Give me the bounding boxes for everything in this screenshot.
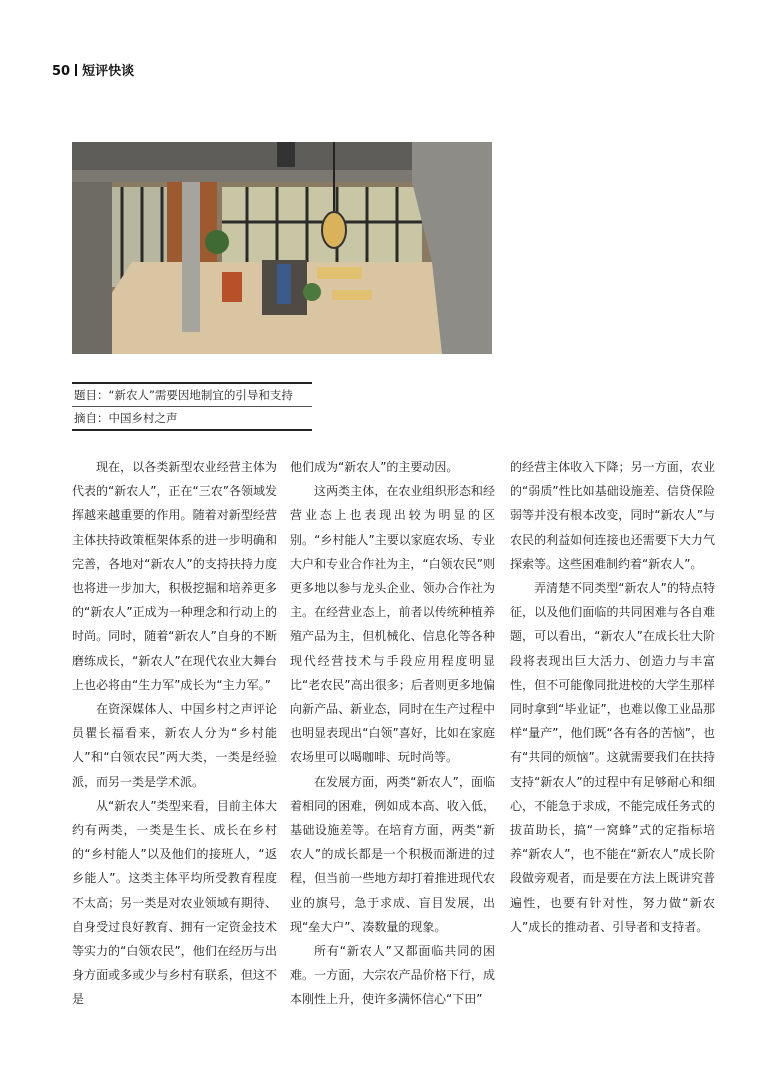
paragraph: 弄清楚不同类型“新农人”的特点特征，以及他们面临的共同困难与各自难题，可以看出，“新农人”在成长壮大阶段将表现出巨大活力、创造力与丰富性，但不可能像同批进校的大学生那样同时拿到“毕业证”，也难以像工业品那样“量产”，他们既“各有各的苦恼”，也有“共同的烦恼”。这就需要我们在扶持支持“新农人”的过程中有足够耐心和细心，不能急于求成，不能完成任务式的拔苗助长，搞“一窝蜂”式的定指标培养“新农人”，也不能在“新农人”成长阶段做旁观者，而是要在方法上既讲究普遍性，也要有针对性，努力做“新农人”成长的推动者、引导者和支持者。 — [510, 581, 715, 934]
page-header — [52, 60, 134, 79]
paragraph: 的经营主体收入下降；另一方面，农业的“弱质”性比如基础设施差、信贷保险弱等并没有根本改变，同时“新农人”与农民的利益如何连接也还需要下大力气探索等。这些困难制约着“新农人”。 — [510, 460, 715, 571]
paragraph: 在发展方面，两类“新农人”，面临着相同的困难，例如成本高、收入低，基础设施差等。在培育方面，两类“新农人”的成长都是一个积极而渐进的过程，但当前一些地方却打着推进现代农业的旗号，急于求成、盲目发展，出现“垒大户”、凑数量的现象。 — [290, 774, 495, 934]
section-title: 短评快谈 — [82, 64, 135, 79]
article-caption — [72, 382, 312, 431]
paragraph: 在资深媒体人、中国乡村之声评论员瞿长福看来，新农人分为“乡村能人”和“白领农民”两大类，一类是经验派，而另一类是学术派。 — [72, 702, 277, 789]
caption-title: 题目：“新农人”需要因地制宜的引导和支持 — [72, 384, 312, 407]
paragraph: 现在，以各类新型农业经营主体为代表的“新农人”，正在“三农”各领域发挥越来越重要的作用。随着对新型经营主体扶持政策框架体系的进一步明确和完善，各地对“新农人”的支持扶持力度也将进一步加大，积极挖掘和培养更多的“新农人”正成为一种理念和行动上的时尚。同时，随着“新农人”自身的不断磨练成长，“新农人”在现代农业大舞台上也必将由“生力军”成长为“主力军。” — [72, 460, 277, 692]
article-photo — [72, 142, 492, 354]
paragraph: 他们成为“新农人”的主要动因。 — [290, 460, 459, 474]
text-column-3 — [510, 455, 715, 939]
caption-source: 摘自：中国乡村之声 — [72, 407, 312, 431]
text-column-2 — [290, 455, 495, 1012]
interior-scene-illustration — [72, 142, 492, 354]
text-column-1 — [72, 455, 277, 1012]
paragraph: 从“新农人”类型来看，目前主体大约有两类，一类是生长、成长在乡村的“乡村能人”以及他们的接班人，“返乡能人”。这类主体平均所受教育程度不太高；另一类是对农业领域有期待、自身受过良好教育、拥有一定资金技术等实力的“白领农民”，他们在经历与出身方面或多或少与乡村有联系，但这不是 — [72, 798, 277, 1007]
page-number: 50 — [52, 64, 71, 79]
paragraph: 所有“新农人”又都面临共同的困难。一方面，大宗农产品价格下行，成本刚性上升，使许多满怀信心“下田” — [290, 944, 495, 1007]
paragraph: 这两类主体，在农业组织形态和经营业态上也表现出较为明显的区别。“乡村能人”主要以家庭农场、专业大户和专业合作社为主，“白领农民”则更多地以参与龙头企业、领办合作社为主。在经营业态上，前者以传统种植养殖产品为主，但机械化、信息化等各种现代经营技术与手段应用程度明显比“老农民”高出很多；后者则更多地偏向新产品、新业态，同时在生产过程中也明显表现出“白领”喜好，比如在家庭农场里可以喝咖啡、玩时尚等。 — [290, 484, 495, 765]
header-divider — [75, 64, 77, 76]
